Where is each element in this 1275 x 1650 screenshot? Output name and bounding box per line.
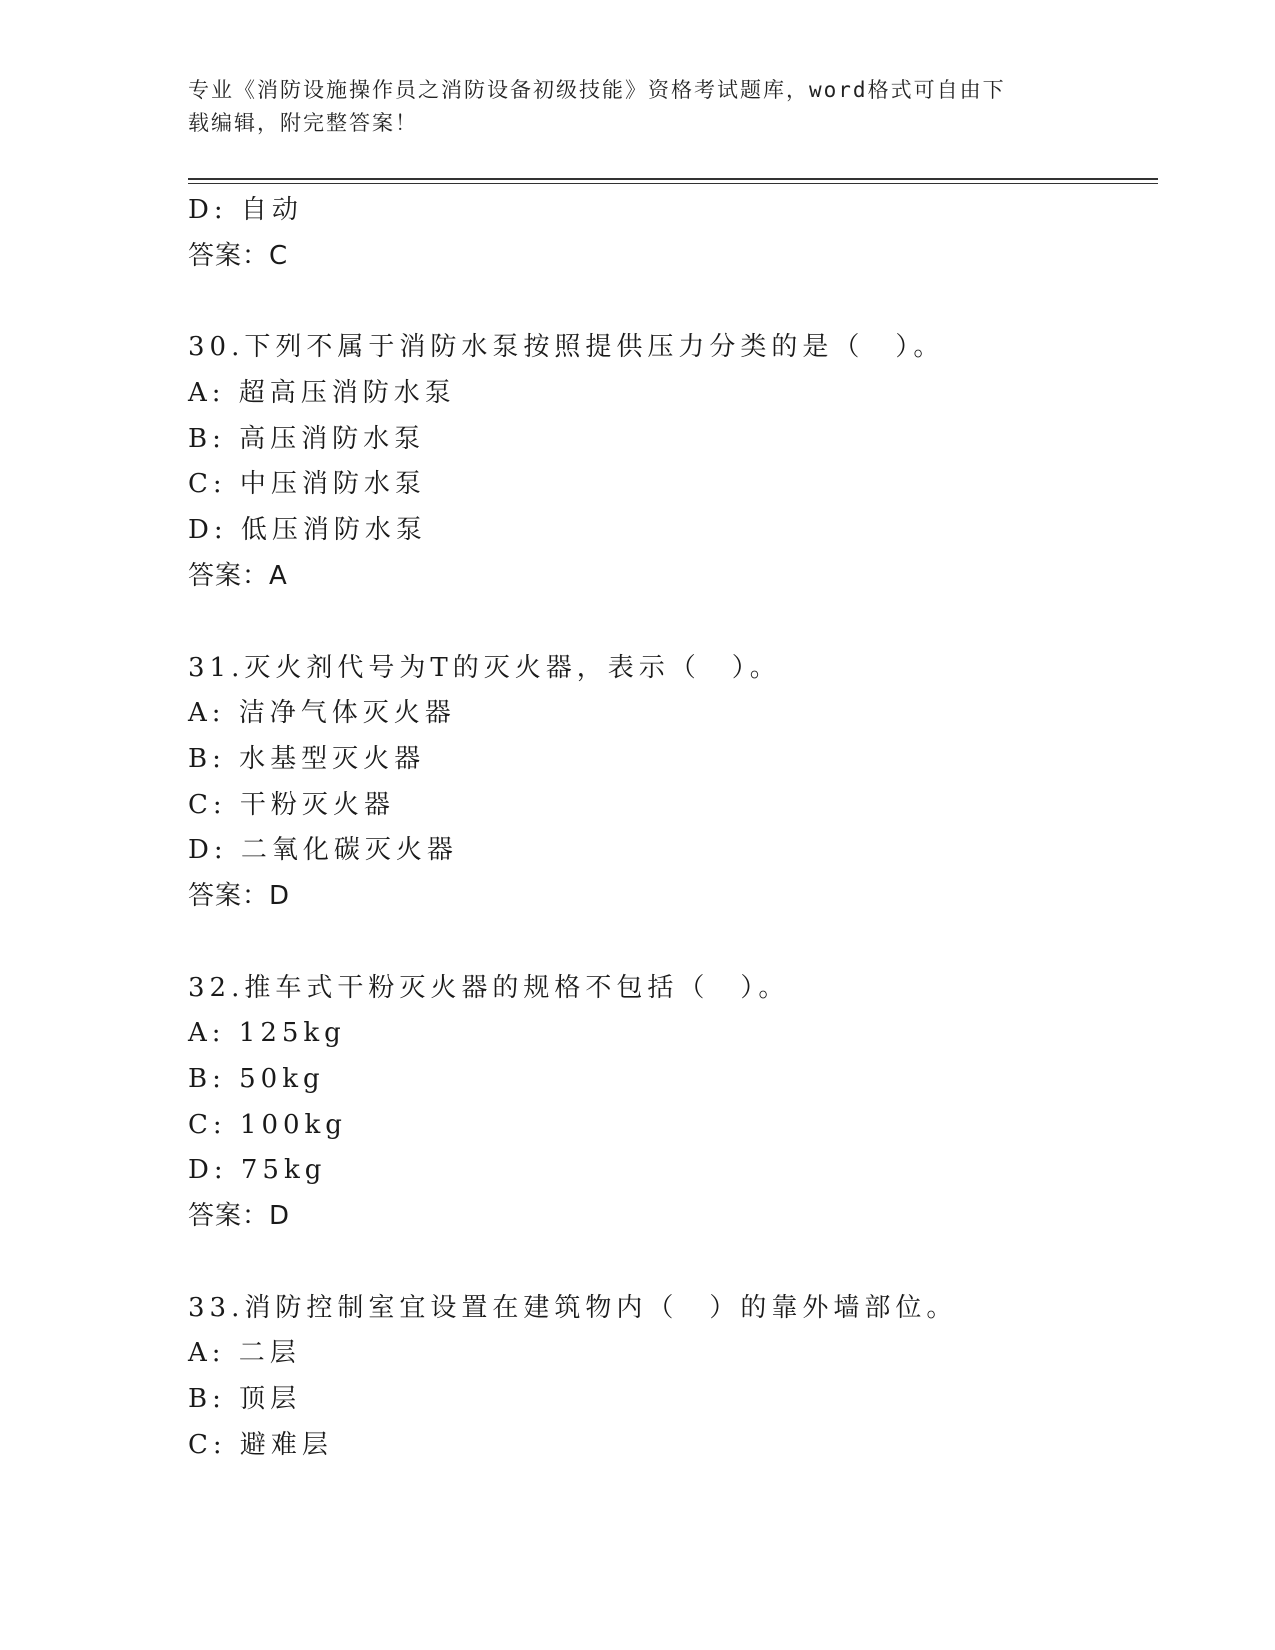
option-c: C: 干粉灭火器 — [188, 789, 395, 820]
option-a: A: 超高压消防水泵 — [188, 378, 456, 409]
option-a: A: 125kg — [188, 1018, 346, 1049]
spacer — [188, 1240, 1188, 1286]
option-d: D: 低压消防水泵 — [188, 515, 427, 546]
option-b: B: 顶层 — [188, 1384, 302, 1415]
header-line-1: 专业《消防设施操作员之消防设备初级技能》资格考试题库，word格式可自由下 — [188, 78, 1006, 102]
answer-line: 答案：C — [188, 240, 289, 271]
option-c: C: 避难层 — [188, 1429, 333, 1460]
document-header — [188, 74, 1068, 140]
question-stem: 33.消防控制室宜设置在建筑物内（ ）的靠外墙部位。 — [188, 1292, 958, 1323]
question-stem: 31.灭火剂代号为T的灭火器，表示（ ）。 — [188, 652, 781, 683]
option-a: A: 二层 — [188, 1338, 301, 1369]
option-d: D: 自动 — [188, 195, 303, 225]
header-line-2: 载编辑，附完整答案！ — [188, 111, 418, 135]
option-d: D: 二氧化碳灭火器 — [188, 835, 458, 866]
option-d: D: 75kg — [188, 1155, 327, 1186]
answer-line: 答案：D — [188, 880, 291, 911]
option-b: B: 高压消防水泵 — [188, 423, 426, 454]
header-rule-thin — [188, 183, 1158, 184]
option-b: B: 水基型灭火器 — [188, 743, 426, 774]
spacer — [188, 920, 1188, 966]
header-rule-thick — [188, 178, 1158, 180]
question-stem: 32.推车式干粉灭火器的规格不包括（ ）。 — [188, 972, 790, 1003]
option-b: B: 50kg — [188, 1064, 325, 1094]
option-a: A: 洁净气体灭火器 — [188, 698, 456, 729]
option-c: C: 100kg — [188, 1109, 347, 1140]
answer-line: 答案：D — [188, 1201, 291, 1232]
spacer — [188, 279, 1188, 325]
question-list — [188, 188, 1188, 1469]
answer-line: 答案：A — [188, 560, 288, 591]
option-c: C: 中压消防水泵 — [188, 469, 426, 500]
spacer — [188, 600, 1188, 646]
question-stem: 30.下列不属于消防水泵按照提供压力分类的是（ ）。 — [188, 332, 945, 363]
